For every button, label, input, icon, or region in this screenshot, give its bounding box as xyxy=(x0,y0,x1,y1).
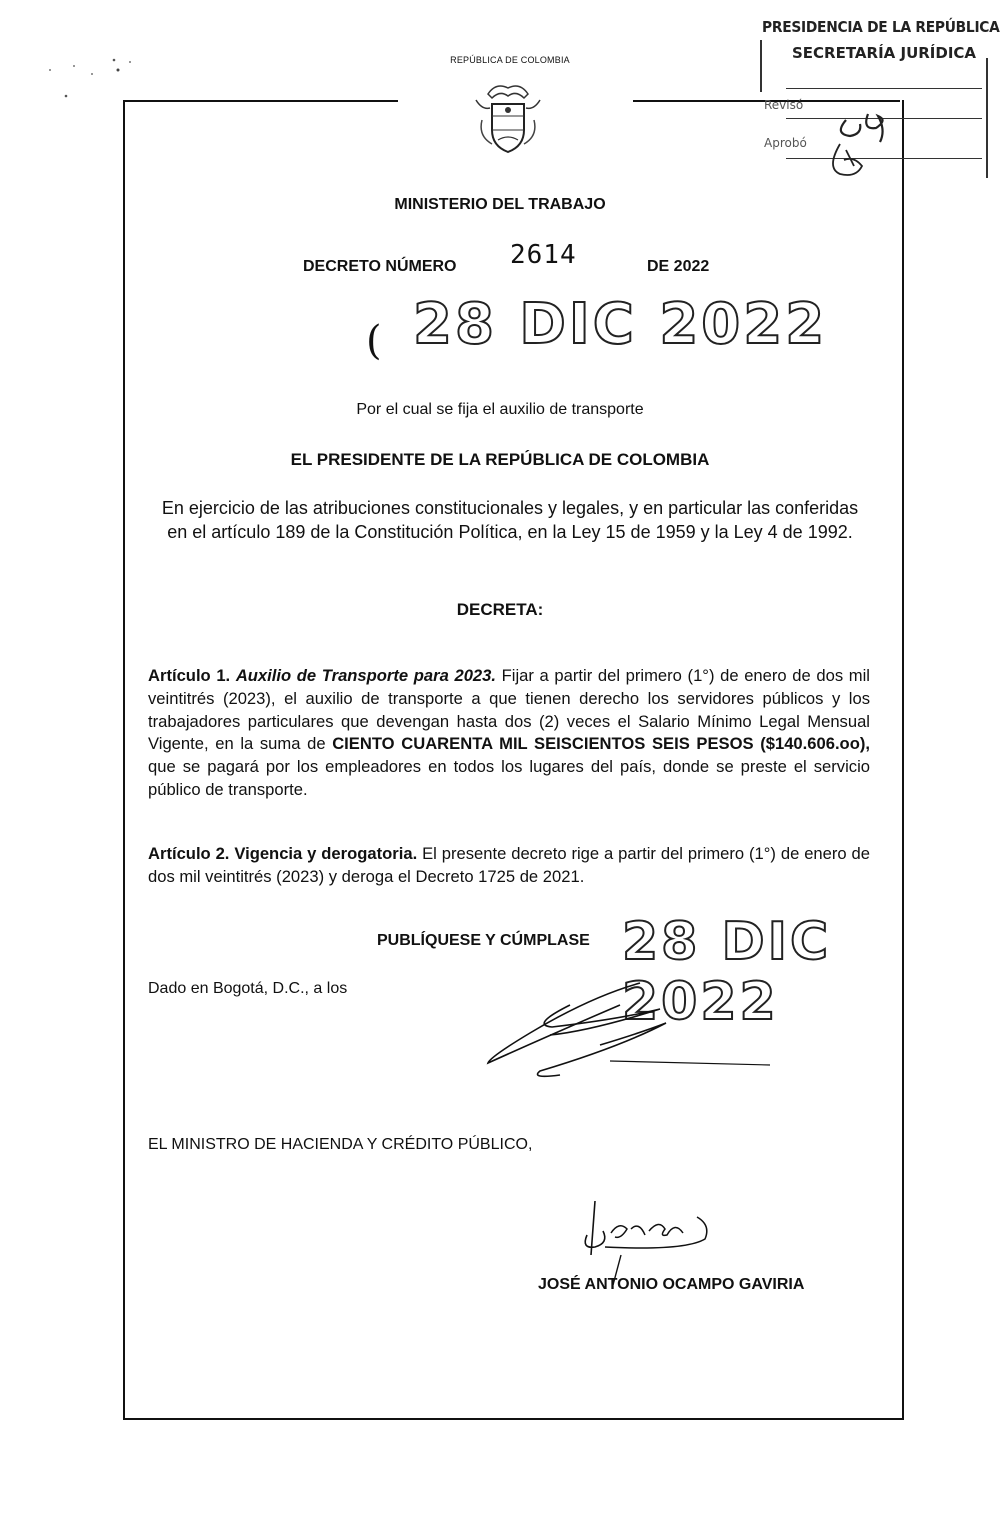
reception-stamp xyxy=(756,18,1000,188)
stamp-rule xyxy=(786,88,982,89)
minister-title: EL MINISTRO DE HACIENDA Y CRÉDITO PÚBLICO, xyxy=(148,1136,533,1153)
stamp-line-presidencia: PRESIDENCIA DE LA REPÚBLICA xyxy=(762,18,1000,36)
publiquese-line: PUBLÍQUESE Y CÚMPLASE xyxy=(377,932,590,949)
issuer-heading: EL PRESIDENTE DE LA REPÚBLICA DE COLOMBIA xyxy=(290,450,710,469)
initials-signature xyxy=(816,90,936,180)
date-open-paren: ( xyxy=(366,318,382,364)
stamp-line-secretaria: SECRETARÍA JURÍDICA xyxy=(792,44,977,62)
article-1-label: Artículo 1. xyxy=(148,666,231,685)
stamp-reviso: Revisó xyxy=(764,98,804,112)
decree-subject: Por el cual se fija el auxilio de transporte xyxy=(356,401,644,418)
article-2-text: El presente decreto rige a partir del primero (1°) de enero de dos mil veintitrés (2023) y deroga el Decreto 1725 de 2021. xyxy=(148,844,870,886)
issued-in-line: Dado en Bogotá, D.C., a los xyxy=(148,980,348,997)
preamble: En ejercicio de las atribuciones constitucionales y legales, y en particular las conferidas en el artículo 189 de la Constitución Política, en la Ley 15 de 1959 y la Ley 4 de 1992. xyxy=(161,498,859,542)
closing-date-stamp: 28 DIC 2022 xyxy=(622,912,832,1032)
article-1-text-b: que se pagará por los empleadores en todos los lugares del país, donde se preste el servicio público de transporte. xyxy=(148,757,870,799)
stamp-right-bar xyxy=(986,58,988,178)
decree-year: DE 2022 xyxy=(647,258,710,275)
decree-number-label: DECRETO NÚMERO xyxy=(303,258,457,275)
decreta-heading: DECRETA: xyxy=(456,600,544,619)
ministry-heading: MINISTERIO DEL TRABAJO xyxy=(394,196,606,213)
stamp-left-bar xyxy=(760,40,762,92)
decree-number: 2614 xyxy=(510,240,577,270)
article-1-amount: CIENTO CUARENTA MIL SEISCIENTOS SEIS PESOS ($140.606.oo), xyxy=(332,734,870,754)
country-heading: REPÚBLICA DE COLOMBIA xyxy=(450,55,570,65)
article-2-label: Artículo 2. Vigencia y derogatoria. xyxy=(148,844,418,863)
president-signature xyxy=(470,975,790,1090)
coat-of-arms-icon xyxy=(468,80,548,160)
stamp-aprobo: Aprobó xyxy=(764,136,807,150)
decree-date-stamp: 28 DIC 2022 xyxy=(413,292,828,357)
article-2 xyxy=(148,843,870,889)
minister-name: JOSÉ ANTONIO OCAMPO GAVIRIA xyxy=(538,1276,805,1293)
minister-signature xyxy=(575,1195,735,1285)
article-1-text-a: Fijar a partir del primero (1°) de enero de dos mil veintitrés (2023), el auxilio de transporte a que tienen derecho los servidores públicos y los trabajadores particulares que devengan hasta dos (2) veces el Salario Mínimo Legal Mensual Vigente, en la suma de xyxy=(148,666,870,754)
article-1-title: Auxilio de Transporte para 2023. xyxy=(235,666,497,685)
article-1 xyxy=(148,665,870,802)
